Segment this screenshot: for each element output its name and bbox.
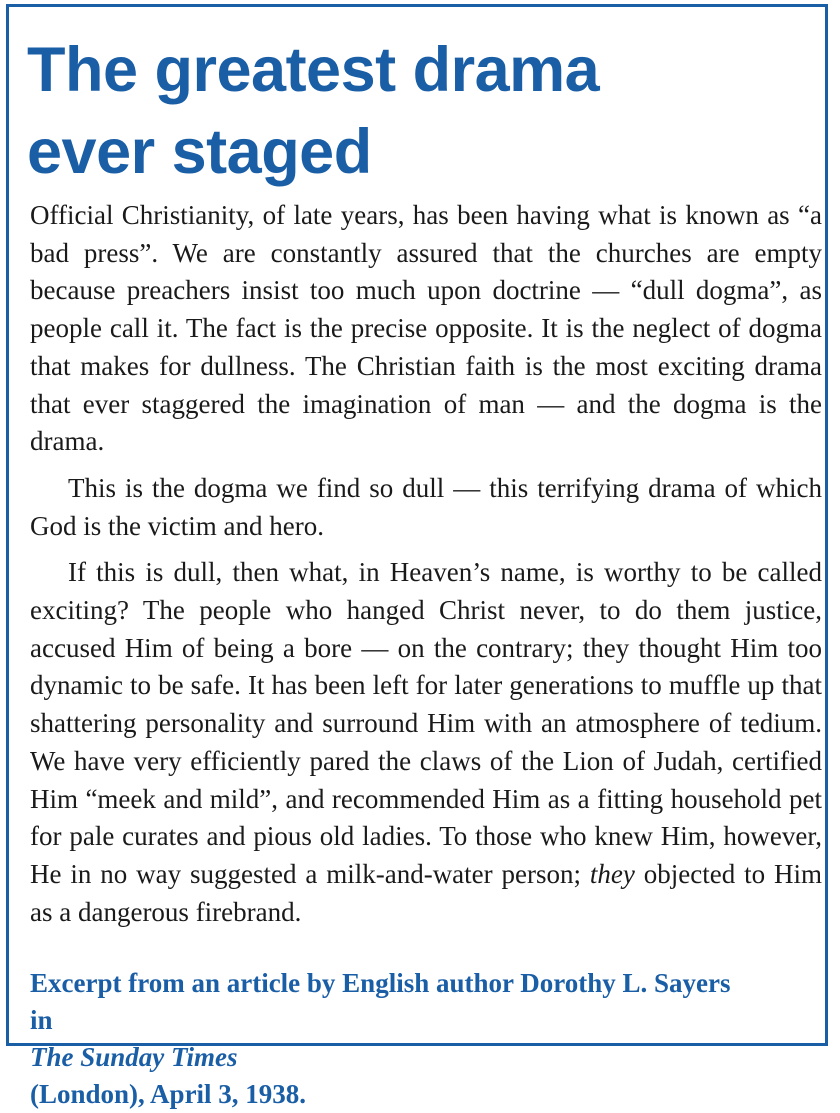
source-credit: [30, 965, 830, 1113]
paragraph-2: This is the dogma we find so dull — this terrifying drama of which God is the victim and hero.: [30, 472, 822, 541]
paragraph-1: Official Christianity, of late years, has been having what is known as “a bad press”. We are constantly assured that the churches are empty because preachers insist too much upon doctrine — “dull dogma”, as people call it. The fact is the precise opposite. It is the neglect of dogma that makes for dullness. The Christian faith is the most exciting drama that ever staggered the imagination of man — and the dogma is the drama.: [30, 200, 822, 457]
paragraph-3: [30, 554, 822, 931]
credit-line-2: [30, 1002, 830, 1113]
article-body: [30, 197, 822, 931]
title-line-2: ever staged: [27, 117, 372, 187]
paragraph-3-text-end: objected to Him as a dangerous firebrand.: [30, 858, 823, 927]
credit-date: (London), April 3, 1938.: [30, 1079, 307, 1109]
article-title: [27, 29, 827, 193]
paragraph-3-emphasis: they: [589, 858, 635, 889]
credit-prefix: in: [30, 1005, 53, 1035]
title-line-1: The greatest drama: [27, 35, 600, 105]
credit-line-1: Excerpt from an article by English author Dorothy L. Sayers: [30, 968, 731, 998]
article-frame: [6, 4, 828, 1109]
paragraph-3-text: If this is dull, then what, in Heaven’s name, is worthy to be called exciting? The people who hanged Christ never, to do them justice, accused Him of being a bore — on the contrary; they thought Him too dynamic to be safe. It has been left for later generations to muffle up that shattering personality and surround Him with an atmosphere of tedium. We have very efficiently pared the claws of the Lion of Judah, certified Him “meek and mild”, and recommended Him as a fitting household pet for pale curates and pious old ladies. To those who knew Him, however, He in no way suggested a milk-and-water person;: [30, 557, 822, 889]
publication-name: The Sunday Times: [30, 1042, 238, 1072]
